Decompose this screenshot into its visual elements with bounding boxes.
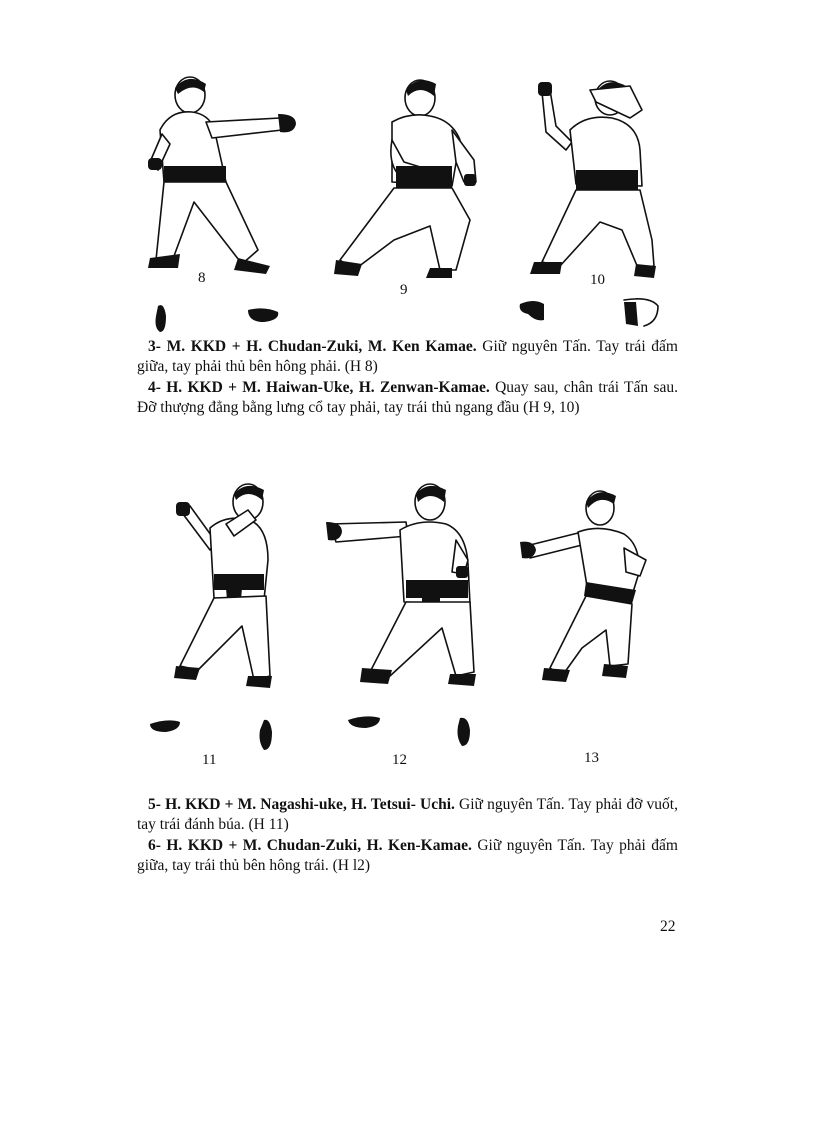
figure-12-drawing bbox=[326, 484, 476, 746]
figure-label: 12 bbox=[392, 752, 407, 768]
step-heading: 6- H. KKD + M. Chudan-Zuki, H. Ken-Kamae. bbox=[148, 837, 472, 854]
step-description: Giữ nguyên Tấn. Tay phải đấm giữa, tay trái thủ bên hông trái. (H l2) bbox=[137, 837, 678, 874]
page-number: 22 bbox=[660, 918, 676, 935]
karate-illustration-row-1 bbox=[130, 70, 690, 340]
figure-8-drawing bbox=[148, 77, 296, 332]
figure-row-top bbox=[130, 70, 690, 340]
karate-illustration-row-2 bbox=[130, 480, 690, 780]
figure-row-bottom bbox=[130, 480, 690, 780]
step-description: Giữ nguyên Tấn. Tay trái đấm giữa, tay phải thủ bên hông phải. (H 8) bbox=[137, 338, 678, 375]
step-heading: 5- H. KKD + M. Nagashi-uke, H. Tetsui- Uchi. bbox=[148, 796, 455, 813]
figure-label: 9 bbox=[400, 282, 408, 298]
paragraph-step-4 bbox=[137, 378, 678, 418]
figure-11-drawing bbox=[150, 484, 272, 750]
figure-10-drawing bbox=[520, 81, 658, 326]
figure-13-drawing bbox=[520, 491, 646, 682]
figure-label: 13 bbox=[584, 750, 599, 766]
step-description: Giữ nguyên Tấn. Tay phải đỡ vuốt, tay trái đánh búa. (H 11) bbox=[137, 796, 678, 833]
step-heading: 4- H. KKD + M. Haiwan-Uke, H. Zenwan-Kamae. bbox=[148, 379, 490, 396]
figure-label: 10 bbox=[590, 272, 605, 288]
figure-label: 11 bbox=[202, 752, 217, 768]
paragraph-step-6 bbox=[137, 836, 678, 876]
paragraph-step-3 bbox=[137, 337, 678, 377]
step-heading: 3- M. KKD + H. Chudan-Zuki, M. Ken Kamae. bbox=[148, 338, 477, 355]
figure-label: 8 bbox=[198, 270, 206, 286]
figure-9-drawing bbox=[334, 80, 476, 278]
step-description: Quay sau, chân trái Tấn sau. Đỡ thượng đẳng bằng lưng cổ tay phải, tay trái thủ ngang đầu (H 9, 10) bbox=[137, 379, 678, 416]
paragraph-step-5 bbox=[137, 795, 678, 835]
